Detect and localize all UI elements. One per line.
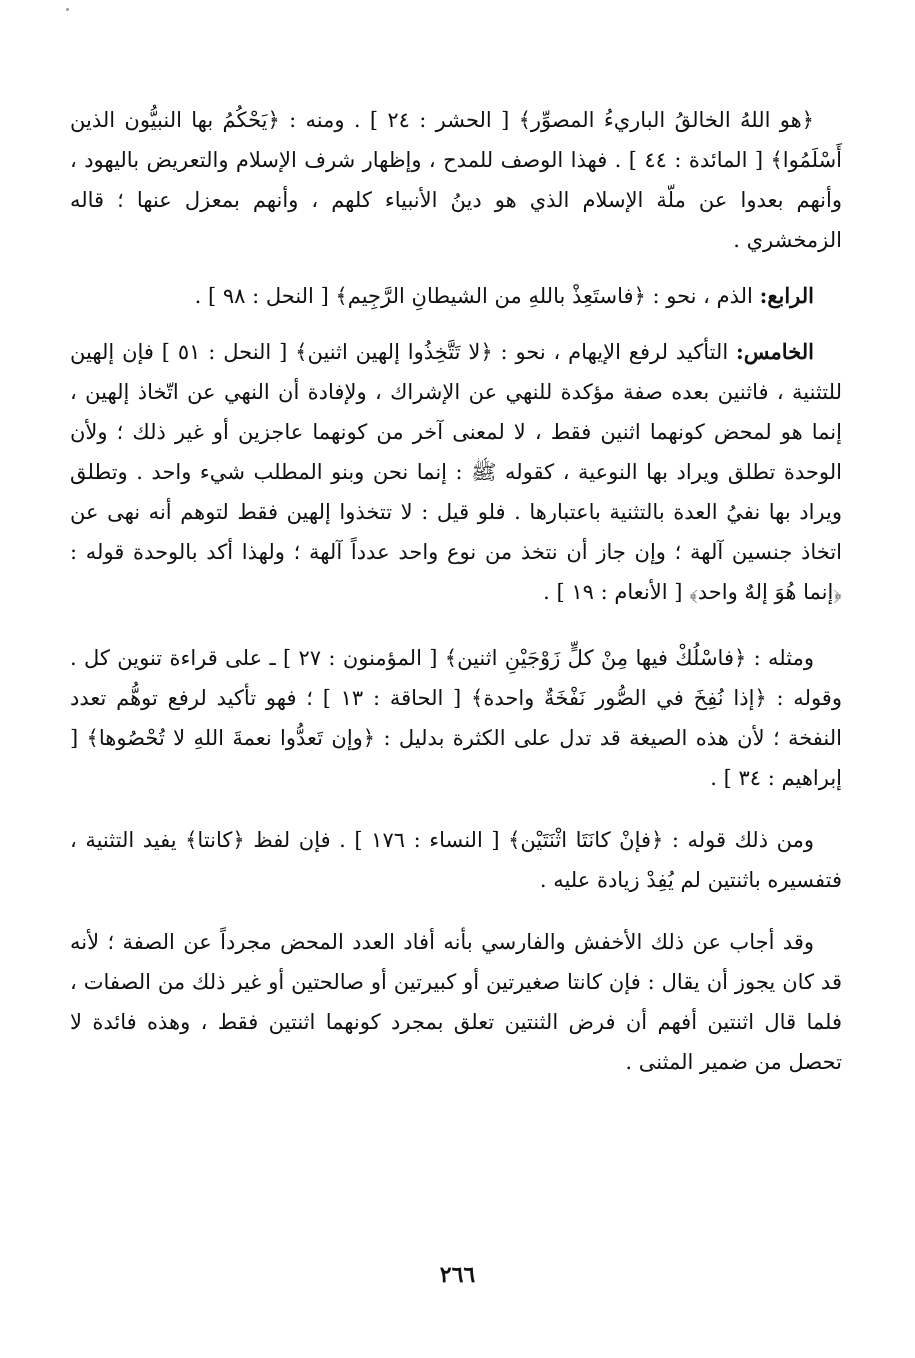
paragraph-1-text: ﴿هو اللهُ الخالقُ الباريءُ المصوِّر﴾ [ الحشر : ٢٤ ] . ومنه : ﴿يَحْكُمُ بها النبيُّون الذين أَسْلَمُوا﴾ [ المائدة : ٤٤ ] . فهذا الوصف للمدح ، وإظهار شرف الإسلام والتعريض باليهود ، وأنهم بعدوا عن ملّة الإسلام الذي هو دينُ الأنبياء كلهم ، وأنهم بمعزل عنها ؛ قاله الزمخشري . [70, 108, 843, 252]
page-number: ٢٦٦ [439, 1262, 476, 1288]
paragraph-al-khamis-text: التأكيد لرفع الإيهام ، نحو : ﴿لا تَتَّخِذُوا إلهين اثنين﴾ [ النحل : ٥١ ] فإن إلهين للتثنية ، فاثنين بعده صفة مؤكدة للنهي عن الإشراك ، ولإفادة أن النهي عن اتّخاذ إلهين ، إنما هو لمحض كونهما اثنين فقط ، لا لمعنى آخر من كونهما عاجزين أو غير ذلك ؛ ولأن الوحدة تطلق ويراد بها النوعية ، كقوله ﷺ : إنما نحن وبنو المطلب شيء واحد . وتطلق ويراد بها نفيُ العدة بالتثنية باعتبارها . فلو قيل : لا تتخذوا إلهين فقط لتوهم أنه نهى عن اتخاذ جنسين آلهة ؛ وإن جاز أن نتخذ من نوع واحد عدداً آلهة ؛ ولهذا أكد بالوحدة قوله : ﴿إنما هُوَ إلهٌ واحد﴾ [ الأنعام : ١٩ ] . [70, 340, 842, 604]
page-body [70, 100, 842, 1082]
paragraph-al-rabi [70, 276, 842, 316]
paragraph-wa-qad-ajab [70, 922, 842, 1082]
paragraph-min-dhalika [70, 820, 842, 900]
paragraph-al-khamis-lead: الخامس: [736, 339, 814, 364]
paragraph-al-rabi-lead: الرابع: [759, 283, 814, 308]
paragraph-min-dhalika-text: ومن ذلك قوله : ﴿فإنْ كانَتَا اثْنَتَيْن﴾ [ النساء : ١٧٦ ] . فإن لفظ ﴿كانتا﴾ يفيد التثنية ، فتفسيره باثنتين لم يُفِدْ زيادة عليه . [70, 828, 842, 892]
paragraph-al-khamis [70, 332, 842, 612]
paragraph-1 [70, 100, 842, 260]
paragraph-al-rabi-text: الذم ، نحو : ﴿فاستَعِذْ باللهِ من الشيطانِ الرَّجِيم﴾ [ النحل : ٩٨ ] . [194, 284, 760, 308]
paragraph-mithluhu-text: ومثله : ﴿فاسْلُكْ فيها مِنْ كلٍّ زَوْجَيْنِ اثنين﴾ [ المؤمنون : ٢٧ ] ـ على قراءة تنوين كل . وقوله : ﴿إذا نُفِخَ في الصُّور نَفْخَةٌ واحدة﴾ [ الحاقة : ١٣ ] ؛ فهو تأكيد لرفع توهُّم تعدد النفخة ؛ لأن هذه الصيغة قد تدل على الكثرة بدليل : ﴿وإن تَعدُّوا نعمةَ اللهِ لا تُحْصُوها﴾ [ إبراهيم : ٣٤ ] . [70, 646, 842, 790]
scan-mark [66, 8, 69, 11]
paragraph-wa-qad-ajab-text: وقد أجاب عن ذلك الأخفش والفارسي بأنه أفاد العدد المحض مجرداً عن الصفة ؛ لأنه قد كان يجوز أن يقال : فإن كانتا صغيرتين أو كبيرتين أو صالحتين أو غير ذلك من الصفات ، فلما قال اثنتين أفهم أن فرض الثنتين تعلق بمجرد كونهما اثنتين فقط ، وهذه فائدة لا تحصل من ضمير المثنى . [70, 930, 842, 1074]
paragraph-mithluhu [70, 638, 842, 798]
